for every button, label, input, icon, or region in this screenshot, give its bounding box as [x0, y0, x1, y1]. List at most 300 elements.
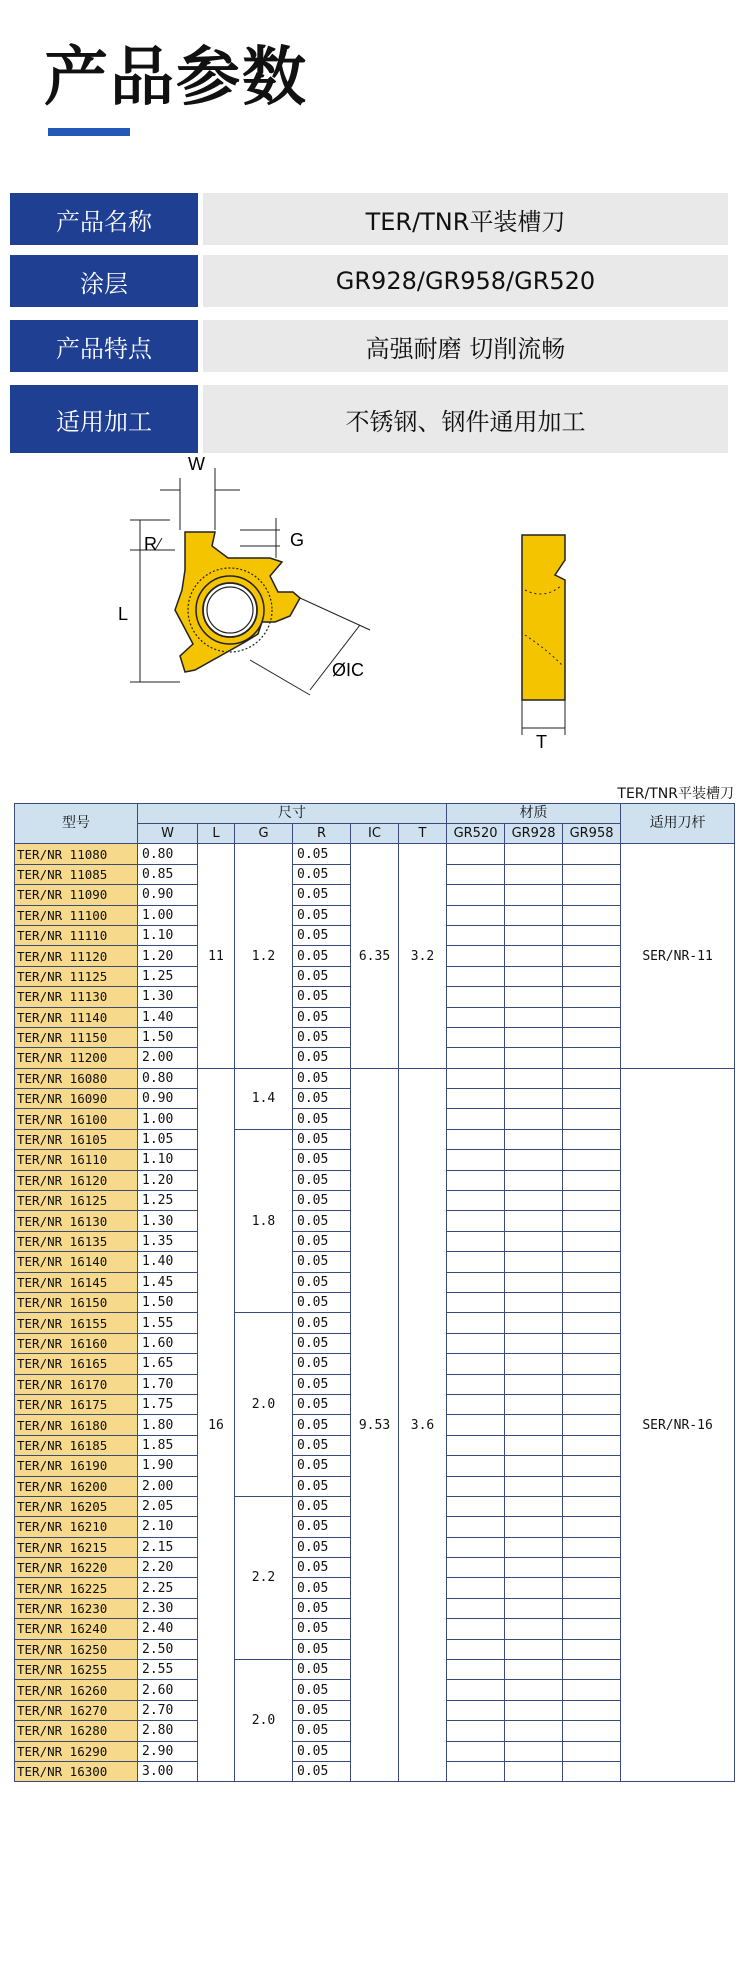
- r-cell: 0.05: [293, 1761, 351, 1781]
- gr958-cell: [563, 1211, 621, 1231]
- gr958-cell: [563, 1537, 621, 1557]
- gr958-cell: [563, 844, 621, 864]
- gr928-cell: [505, 1619, 563, 1639]
- header-model: 型号: [15, 804, 138, 844]
- header-w: W: [138, 824, 198, 844]
- r-cell: 0.05: [293, 1435, 351, 1455]
- r-cell: 0.05: [293, 1292, 351, 1312]
- header-gr928: GR928: [505, 824, 563, 844]
- gr958-cell: [563, 1109, 621, 1129]
- gr928-cell: [505, 1272, 563, 1292]
- w-cell: 1.65: [138, 1354, 198, 1374]
- r-cell: 0.05: [293, 844, 351, 864]
- gr520-cell: [447, 1027, 505, 1047]
- w-cell: 1.90: [138, 1456, 198, 1476]
- gr520-cell: [447, 987, 505, 1007]
- r-cell: 0.05: [293, 1476, 351, 1496]
- table-row: [15, 1068, 735, 1088]
- gr928-cell: [505, 1496, 563, 1516]
- info-row-features: [10, 320, 728, 372]
- g-cell: 2.0: [235, 1313, 293, 1497]
- gr958-cell: [563, 1292, 621, 1312]
- model-cell: TER/NR 16200: [15, 1476, 138, 1496]
- gr520-cell: [447, 1598, 505, 1618]
- gr520-cell: [447, 1558, 505, 1578]
- gr958-cell: [563, 1089, 621, 1109]
- w-cell: 1.75: [138, 1394, 198, 1414]
- gr958-cell: [563, 1191, 621, 1211]
- header-ic: IC: [351, 824, 399, 844]
- model-cell: TER/NR 16220: [15, 1558, 138, 1578]
- gr520-cell: [447, 1191, 505, 1211]
- gr520-cell: [447, 1252, 505, 1272]
- r-cell: 0.05: [293, 1191, 351, 1211]
- gr958-cell: [563, 946, 621, 966]
- r-cell: 0.05: [293, 1374, 351, 1394]
- ic-cell: 9.53: [351, 1068, 399, 1782]
- r-cell: 0.05: [293, 1252, 351, 1272]
- gr520-cell: [447, 1721, 505, 1741]
- model-cell: TER/NR 16140: [15, 1252, 138, 1272]
- r-cell: 0.05: [293, 864, 351, 884]
- model-cell: TER/NR 16170: [15, 1374, 138, 1394]
- w-cell: 1.60: [138, 1333, 198, 1353]
- r-cell: 0.05: [293, 1170, 351, 1190]
- gr520-cell: [447, 1619, 505, 1639]
- l-cell: 11: [198, 844, 235, 1068]
- model-cell: TER/NR 16215: [15, 1537, 138, 1557]
- r-cell: 0.05: [293, 1048, 351, 1068]
- page-title: 产品参数: [44, 41, 308, 115]
- w-cell: 2.20: [138, 1558, 198, 1578]
- w-cell: 1.35: [138, 1231, 198, 1251]
- model-cell: TER/NR 11100: [15, 905, 138, 925]
- gr928-cell: [505, 1435, 563, 1455]
- r-cell: 0.05: [293, 1394, 351, 1414]
- gr928-cell: [505, 1231, 563, 1251]
- w-cell: 2.50: [138, 1639, 198, 1659]
- r-cell: 0.05: [293, 1211, 351, 1231]
- gr958-cell: [563, 1048, 621, 1068]
- model-cell: TER/NR 16250: [15, 1639, 138, 1659]
- gr520-cell: [447, 1354, 505, 1374]
- w-cell: 1.30: [138, 987, 198, 1007]
- w-cell: 1.10: [138, 925, 198, 945]
- gr958-cell: [563, 1680, 621, 1700]
- g-cell: 1.4: [235, 1068, 293, 1129]
- t-cell: 3.2: [399, 844, 447, 1068]
- model-cell: TER/NR 16130: [15, 1211, 138, 1231]
- header-material: 材质: [447, 804, 621, 824]
- insert-front-view: [118, 454, 370, 695]
- w-cell: 2.55: [138, 1660, 198, 1680]
- gr520-cell: [447, 1456, 505, 1476]
- info-value: GR928/GR958/GR520: [203, 255, 728, 307]
- gr520-cell: [447, 1231, 505, 1251]
- gr520-cell: [447, 1089, 505, 1109]
- g-cell: 2.2: [235, 1496, 293, 1659]
- gr958-cell: [563, 1660, 621, 1680]
- r-cell: 0.05: [293, 1109, 351, 1129]
- gr520-cell: [447, 1476, 505, 1496]
- model-cell: TER/NR 16105: [15, 1129, 138, 1149]
- gr958-cell: [563, 1598, 621, 1618]
- gr928-cell: [505, 987, 563, 1007]
- gr958-cell: [563, 1619, 621, 1639]
- w-cell: 0.90: [138, 1089, 198, 1109]
- info-row-name: [10, 193, 728, 245]
- gr928-cell: [505, 1374, 563, 1394]
- gr520-cell: [447, 844, 505, 864]
- gr928-cell: [505, 885, 563, 905]
- gr520-cell: [447, 1517, 505, 1537]
- r-cell: 0.05: [293, 966, 351, 986]
- gr958-cell: [563, 1354, 621, 1374]
- table-row: [15, 844, 735, 864]
- gr928-cell: [505, 1048, 563, 1068]
- gr928-cell: [505, 1109, 563, 1129]
- dim-g-label: G: [290, 530, 305, 550]
- w-cell: 1.50: [138, 1027, 198, 1047]
- gr928-cell: [505, 1089, 563, 1109]
- w-cell: 0.80: [138, 844, 198, 864]
- spec-table-body: [15, 844, 735, 1782]
- gr958-cell: [563, 1741, 621, 1761]
- r-cell: 0.05: [293, 1068, 351, 1088]
- header-t: T: [399, 824, 447, 844]
- model-cell: TER/NR 16090: [15, 1089, 138, 1109]
- model-cell: TER/NR 16155: [15, 1313, 138, 1333]
- gr928-cell: [505, 1170, 563, 1190]
- r-cell: 0.05: [293, 1660, 351, 1680]
- model-cell: TER/NR 16230: [15, 1598, 138, 1618]
- model-cell: TER/NR 16260: [15, 1680, 138, 1700]
- gr928-cell: [505, 1660, 563, 1680]
- w-cell: 1.50: [138, 1292, 198, 1312]
- gr520-cell: [447, 1313, 505, 1333]
- gr928-cell: [505, 1068, 563, 1088]
- gr520-cell: [447, 905, 505, 925]
- w-cell: 1.05: [138, 1129, 198, 1149]
- g-cell: 2.0: [235, 1660, 293, 1782]
- w-cell: 2.60: [138, 1680, 198, 1700]
- model-cell: TER/NR 16300: [15, 1761, 138, 1781]
- w-cell: 3.00: [138, 1761, 198, 1781]
- g-cell: 1.8: [235, 1129, 293, 1313]
- model-cell: TER/NR 16190: [15, 1456, 138, 1476]
- model-cell: TER/NR 16100: [15, 1109, 138, 1129]
- title-underline: [48, 128, 130, 136]
- gr958-cell: [563, 1252, 621, 1272]
- t-cell: 3.6: [399, 1068, 447, 1782]
- model-cell: TER/NR 16120: [15, 1170, 138, 1190]
- gr520-cell: [447, 1150, 505, 1170]
- header-holder: 适用刀杆: [621, 804, 735, 844]
- g-cell: 1.2: [235, 844, 293, 1068]
- dim-t-label: T: [536, 732, 547, 750]
- r-cell: 0.05: [293, 1537, 351, 1557]
- r-cell: 0.05: [293, 1231, 351, 1251]
- w-cell: 1.55: [138, 1313, 198, 1333]
- gr958-cell: [563, 1170, 621, 1190]
- gr928-cell: [505, 1129, 563, 1149]
- gr958-cell: [563, 905, 621, 925]
- w-cell: 2.00: [138, 1048, 198, 1068]
- spec-table: [14, 803, 735, 1782]
- gr520-cell: [447, 864, 505, 884]
- model-cell: TER/NR 16160: [15, 1333, 138, 1353]
- header-gr520: GR520: [447, 824, 505, 844]
- gr958-cell: [563, 1517, 621, 1537]
- r-cell: 0.05: [293, 1354, 351, 1374]
- table-caption: TER/TNR平装槽刀: [617, 786, 734, 802]
- info-label: 适用加工: [10, 385, 198, 453]
- w-cell: 1.25: [138, 1191, 198, 1211]
- w-cell: 2.00: [138, 1476, 198, 1496]
- model-cell: TER/NR 11125: [15, 966, 138, 986]
- gr928-cell: [505, 1598, 563, 1618]
- gr928-cell: [505, 1558, 563, 1578]
- gr928-cell: [505, 1252, 563, 1272]
- w-cell: 2.40: [138, 1619, 198, 1639]
- model-cell: TER/NR 11130: [15, 987, 138, 1007]
- gr520-cell: [447, 1374, 505, 1394]
- header-gr958: GR958: [563, 824, 621, 844]
- r-cell: 0.05: [293, 1517, 351, 1537]
- r-cell: 0.05: [293, 1089, 351, 1109]
- gr958-cell: [563, 987, 621, 1007]
- gr928-cell: [505, 1517, 563, 1537]
- model-cell: TER/NR 16205: [15, 1496, 138, 1516]
- gr958-cell: [563, 1639, 621, 1659]
- w-cell: 2.10: [138, 1517, 198, 1537]
- w-cell: 1.20: [138, 946, 198, 966]
- info-row-application: [10, 385, 728, 453]
- gr958-cell: [563, 1068, 621, 1088]
- gr958-cell: [563, 1721, 621, 1741]
- gr928-cell: [505, 844, 563, 864]
- gr958-cell: [563, 1700, 621, 1720]
- gr520-cell: [447, 1211, 505, 1231]
- r-cell: 0.05: [293, 1313, 351, 1333]
- gr958-cell: [563, 1761, 621, 1781]
- gr958-cell: [563, 1374, 621, 1394]
- model-cell: TER/NR 11110: [15, 925, 138, 945]
- w-cell: 1.40: [138, 1007, 198, 1027]
- r-cell: 0.05: [293, 1680, 351, 1700]
- gr928-cell: [505, 905, 563, 925]
- model-cell: TER/NR 16185: [15, 1435, 138, 1455]
- w-cell: 0.85: [138, 864, 198, 884]
- gr928-cell: [505, 1741, 563, 1761]
- gr928-cell: [505, 1456, 563, 1476]
- model-cell: TER/NR 16255: [15, 1660, 138, 1680]
- gr520-cell: [447, 1741, 505, 1761]
- dim-ic-label: ØIC: [332, 660, 365, 680]
- r-cell: 0.05: [293, 1496, 351, 1516]
- r-cell: 0.05: [293, 1415, 351, 1435]
- gr928-cell: [505, 1211, 563, 1231]
- insert-side-view: [522, 535, 565, 750]
- dim-l-label: L: [118, 604, 129, 624]
- model-cell: TER/NR 16240: [15, 1619, 138, 1639]
- info-value: 高强耐磨 切削流畅: [203, 320, 728, 372]
- insert-diagram: [100, 450, 620, 750]
- gr928-cell: [505, 1292, 563, 1312]
- r-cell: 0.05: [293, 1700, 351, 1720]
- w-cell: 1.85: [138, 1435, 198, 1455]
- gr928-cell: [505, 1680, 563, 1700]
- r-cell: 0.05: [293, 1741, 351, 1761]
- gr928-cell: [505, 1394, 563, 1414]
- r-cell: 0.05: [293, 925, 351, 945]
- w-cell: 2.70: [138, 1700, 198, 1720]
- w-cell: 1.10: [138, 1150, 198, 1170]
- model-cell: TER/NR 16180: [15, 1415, 138, 1435]
- r-cell: 0.05: [293, 946, 351, 966]
- gr928-cell: [505, 1537, 563, 1557]
- gr520-cell: [447, 1333, 505, 1353]
- w-cell: 2.80: [138, 1721, 198, 1741]
- gr928-cell: [505, 1354, 563, 1374]
- r-cell: 0.05: [293, 1027, 351, 1047]
- model-cell: TER/NR 16290: [15, 1741, 138, 1761]
- gr958-cell: [563, 1394, 621, 1414]
- gr928-cell: [505, 946, 563, 966]
- gr520-cell: [447, 925, 505, 945]
- w-cell: 0.80: [138, 1068, 198, 1088]
- gr520-cell: [447, 1129, 505, 1149]
- w-cell: 0.90: [138, 885, 198, 905]
- w-cell: 2.30: [138, 1598, 198, 1618]
- gr520-cell: [447, 1394, 505, 1414]
- model-cell: TER/NR 16150: [15, 1292, 138, 1312]
- ic-cell: 6.35: [351, 844, 399, 1068]
- model-cell: TER/NR 11200: [15, 1048, 138, 1068]
- gr958-cell: [563, 925, 621, 945]
- gr520-cell: [447, 1415, 505, 1435]
- gr928-cell: [505, 925, 563, 945]
- w-cell: 1.20: [138, 1170, 198, 1190]
- r-cell: 0.05: [293, 1007, 351, 1027]
- model-cell: TER/NR 11150: [15, 1027, 138, 1047]
- r-cell: 0.05: [293, 1150, 351, 1170]
- model-cell: TER/NR 11120: [15, 946, 138, 966]
- model-cell: TER/NR 16270: [15, 1700, 138, 1720]
- r-cell: 0.05: [293, 1129, 351, 1149]
- gr958-cell: [563, 1558, 621, 1578]
- gr928-cell: [505, 864, 563, 884]
- gr958-cell: [563, 864, 621, 884]
- gr928-cell: [505, 1639, 563, 1659]
- gr958-cell: [563, 1231, 621, 1251]
- r-cell: 0.05: [293, 885, 351, 905]
- gr520-cell: [447, 1578, 505, 1598]
- dim-w-label: W: [188, 454, 205, 474]
- r-cell: 0.05: [293, 1598, 351, 1618]
- gr520-cell: [447, 1496, 505, 1516]
- r-cell: 0.05: [293, 1639, 351, 1659]
- gr520-cell: [447, 946, 505, 966]
- model-cell: TER/NR 11140: [15, 1007, 138, 1027]
- gr928-cell: [505, 1150, 563, 1170]
- holder-cell: SER/NR-16: [621, 1068, 735, 1782]
- gr520-cell: [447, 1068, 505, 1088]
- info-value: TER/TNR平装槽刀: [203, 193, 728, 245]
- r-cell: 0.05: [293, 1456, 351, 1476]
- w-cell: 1.70: [138, 1374, 198, 1394]
- gr520-cell: [447, 885, 505, 905]
- gr958-cell: [563, 1313, 621, 1333]
- gr958-cell: [563, 1496, 621, 1516]
- r-cell: 0.05: [293, 1333, 351, 1353]
- r-cell: 0.05: [293, 1272, 351, 1292]
- w-cell: 1.45: [138, 1272, 198, 1292]
- gr520-cell: [447, 1537, 505, 1557]
- gr520-cell: [447, 1761, 505, 1781]
- gr520-cell: [447, 1680, 505, 1700]
- w-cell: 1.00: [138, 905, 198, 925]
- model-cell: TER/NR 11090: [15, 885, 138, 905]
- gr958-cell: [563, 1435, 621, 1455]
- gr520-cell: [447, 966, 505, 986]
- model-cell: TER/NR 16225: [15, 1578, 138, 1598]
- w-cell: 1.40: [138, 1252, 198, 1272]
- gr928-cell: [505, 1027, 563, 1047]
- header-r: R: [293, 824, 351, 844]
- gr520-cell: [447, 1109, 505, 1129]
- header-l: L: [198, 824, 235, 844]
- gr520-cell: [447, 1170, 505, 1190]
- gr520-cell: [447, 1639, 505, 1659]
- model-cell: TER/NR 16210: [15, 1517, 138, 1537]
- gr958-cell: [563, 1007, 621, 1027]
- r-cell: 0.05: [293, 987, 351, 1007]
- holder-cell: SER/NR-11: [621, 844, 735, 1068]
- r-cell: 0.05: [293, 1721, 351, 1741]
- gr958-cell: [563, 1476, 621, 1496]
- gr520-cell: [447, 1700, 505, 1720]
- model-cell: TER/NR 11080: [15, 844, 138, 864]
- gr928-cell: [505, 1333, 563, 1353]
- gr928-cell: [505, 1007, 563, 1027]
- l-cell: 16: [198, 1068, 235, 1782]
- w-cell: 1.00: [138, 1109, 198, 1129]
- gr520-cell: [447, 1272, 505, 1292]
- info-label: 产品特点: [10, 320, 198, 372]
- gr958-cell: [563, 1578, 621, 1598]
- gr928-cell: [505, 1721, 563, 1741]
- gr520-cell: [447, 1435, 505, 1455]
- gr928-cell: [505, 1700, 563, 1720]
- model-cell: TER/NR 16110: [15, 1150, 138, 1170]
- r-cell: 0.05: [293, 1558, 351, 1578]
- model-cell: TER/NR 16165: [15, 1354, 138, 1374]
- gr958-cell: [563, 1150, 621, 1170]
- gr928-cell: [505, 1761, 563, 1781]
- model-cell: TER/NR 16280: [15, 1721, 138, 1741]
- gr520-cell: [447, 1007, 505, 1027]
- gr520-cell: [447, 1292, 505, 1312]
- dim-r-label: R: [144, 534, 157, 554]
- header-size: 尺寸: [138, 804, 447, 824]
- model-cell: TER/NR 11085: [15, 864, 138, 884]
- w-cell: 2.90: [138, 1741, 198, 1761]
- gr928-cell: [505, 1578, 563, 1598]
- r-cell: 0.05: [293, 1619, 351, 1639]
- r-cell: 0.05: [293, 905, 351, 925]
- gr520-cell: [447, 1048, 505, 1068]
